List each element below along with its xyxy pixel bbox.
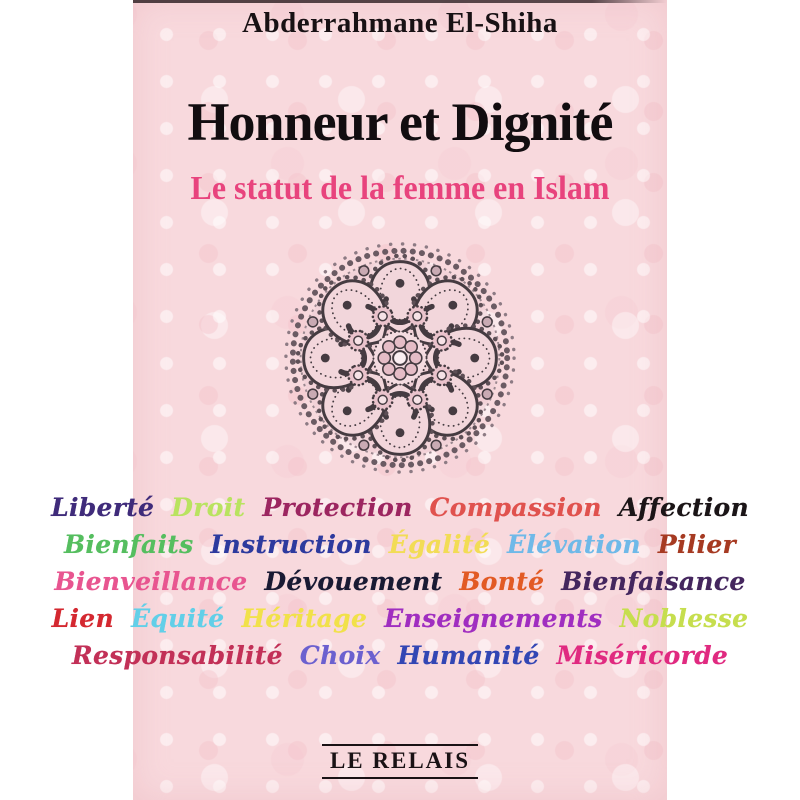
keyword-line [64, 526, 736, 563]
keyword: Lien [51, 604, 114, 633]
keyword-line [51, 489, 749, 526]
keyword: Pilier [657, 530, 736, 559]
keyword: Bienveillance [54, 567, 248, 596]
mandala-ornament-icon [282, 240, 518, 476]
keyword: Noblesse [619, 604, 749, 633]
keyword: Dévouement [264, 567, 443, 596]
keyword: Instruction [210, 530, 372, 559]
book-title: Honneur et Dignité [187, 92, 613, 152]
author-name: Abderrahmane El-Shiha [242, 7, 558, 39]
keyword: Miséricorde [556, 641, 729, 670]
keyword: Compassion [429, 493, 602, 522]
keyword: Humanité [397, 641, 540, 670]
publisher-name: LE RELAIS [322, 744, 478, 779]
keyword: Héritage [241, 604, 368, 633]
keyword: Bienfaits [64, 530, 194, 559]
keyword: Égalité [388, 530, 491, 559]
keyword-line [51, 600, 749, 637]
keyword: Choix [299, 641, 381, 670]
keyword: Élévation [507, 530, 641, 559]
publisher-logo [133, 744, 667, 779]
keyword-cloud [51, 489, 749, 674]
keyword: Protection [262, 493, 413, 522]
keyword: Droit [171, 493, 246, 522]
keyword: Responsabilité [71, 641, 283, 670]
book-subtitle: Le statut de la femme en Islam [190, 170, 610, 207]
keyword: Bienfaisance [561, 567, 746, 596]
keyword: Bonté [459, 567, 545, 596]
keyword-line [71, 637, 729, 674]
book-cover [51, 0, 749, 800]
keyword: Équité [130, 604, 225, 633]
keyword: Affection [618, 493, 749, 522]
keyword: Liberté [51, 493, 155, 522]
keyword-line [54, 563, 746, 600]
keyword: Enseignements [384, 604, 603, 633]
